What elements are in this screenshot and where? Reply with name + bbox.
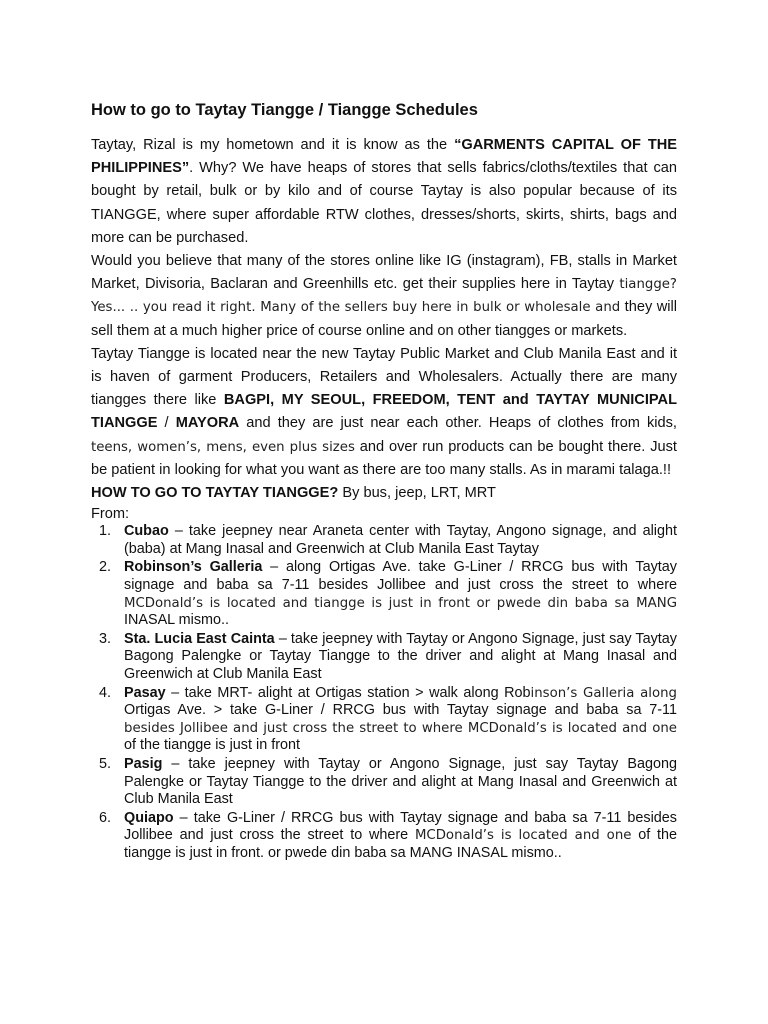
route-directions: INASAL mismo.. [124, 612, 230, 629]
list-number: 5. [99, 755, 112, 772]
intro-text: they will sell them at a much higher price of course online and on other tiangges or markets. [91, 299, 677, 339]
intro-paragraph-1 [91, 134, 677, 250]
route-directions-alt-font: inson’s Galleria along [530, 685, 677, 701]
route-directions-alt-font: MCDonald’s is located and tiangge is just in front or pwede din baba sa MANG [124, 595, 677, 611]
intro-text-alt-font: teens, women’s, mens, even plus sizes [91, 439, 355, 455]
howto-heading: HOW TO GO TO TAYTAY TIANGGE? [91, 485, 339, 502]
intro-text: and they are just near each other. Heaps of clothes from kids, [239, 415, 677, 432]
list-number: 4. [99, 684, 112, 701]
list-number: 6. [99, 809, 112, 826]
intro-paragraph-2 [91, 250, 677, 343]
document-page [91, 98, 677, 864]
garments-capital-phrase: “GARMENTS CAPITAL OF THE PHILIPPINES” [91, 137, 678, 177]
route-directions: – along Ortigas Ave. take G-Liner / RRCG bus with Taytay signage and baba sa 7-11 besides Jollibee and just cross the street to where [124, 559, 677, 594]
page-title: How to go to Taytay Tiangge / Tiangge Schedules [91, 101, 478, 119]
route-directions: – take jeepney with Taytay or Angono Signage, just say Taytay Bagong Palengke or Taytay Tiangge to the driver and alight at Mang Inasal and Greenwich at Club Manila East [124, 630, 678, 682]
list-item [91, 810, 677, 863]
intro-text: Taytay Tiangge is located near the new Taytay Public Market and Club Manila East and it is haven of garment Producers, Retailers and Wholesalers. Actually there are many tiangges there like [91, 345, 677, 409]
route-origin: Robinson’s Galleria [124, 559, 263, 576]
route-origin: Cubao [124, 523, 169, 540]
from-label: From: [91, 506, 130, 523]
route-directions-alt-font: MCDonald’s is located and one [414, 828, 632, 844]
route-origin: Pasay [124, 684, 166, 701]
route-directions: of the tiangge is just in front [124, 737, 300, 754]
mayora-name: MAYORA [175, 415, 240, 432]
route-directions: – take jeepney near Araneta center with Taytay, Angono signage, and alight (baba) at Mang Inasal and Greenwich at Club Manila East Taytay [124, 523, 677, 557]
intro-text: Taytay, Rizal is my hometown and it is know as the [91, 137, 455, 153]
route-origin: Quiapo [124, 809, 174, 826]
route-directions: of the tiangge is just in front. or pwede din baba sa MANG INASAL mismo.. [124, 827, 677, 861]
list-number: 2. [99, 559, 112, 576]
intro-text: . Why? We have heaps of stores that sells fabrics/cloths/textiles that can bought by retail, bulk or by kilo and of course Taytay is also popular because of its TIANGGE, where super affordable RTW clothes, dresses/shorts, skirts, shirts, bags and more can be purchased. [91, 160, 677, 246]
list-item [91, 559, 677, 629]
list-number: 3. [99, 630, 112, 647]
list-item [91, 631, 677, 684]
list-number: 1. [99, 523, 112, 540]
list-item [91, 756, 677, 809]
intro-paragraph-3 [91, 343, 677, 482]
intro-text-alt-font: tiangge? Yes... .. you read it right. Many of the sellers buy here in bulk or wholesale and [91, 277, 677, 316]
route-origin: Sta. Lucia East Cainta [124, 630, 275, 647]
intro-text: Would you believe that many of the stores online like IG (instagram), FB, stalls in Market Market, Divisoria, Baclaran and Greenhills etc. get their supplies here in Taytay [91, 253, 677, 293]
list-item [91, 685, 677, 755]
routes-list [91, 523, 677, 862]
route-origin: Pasig [124, 755, 163, 772]
route-directions: – take jeepney with Taytay or Angono Signage, just say Taytay Bagong Palengke or Taytay Tiangge to the driver and alight at Mang Inasal and Greenwich at Club Manila East [124, 755, 677, 808]
howto-modes: By bus, jeep, LRT, MRT [338, 485, 496, 502]
route-directions: – take MRT- alight at Ortigas station > walk along Rob [165, 684, 531, 701]
intro-text: / [157, 415, 176, 432]
route-directions: – take G-Liner / RRCG bus with Taytay signage and baba sa 7-11 besides Jollibee and just cross the street to where [124, 809, 677, 844]
list-item [91, 523, 677, 558]
route-directions-alt-font: besides Jollibee and just cross the street to where MCDonald’s is located and one [124, 720, 677, 736]
intro-text: and over run products can be bought there. Just be patient in looking for what you want as there are too many stalls. As in marami talaga.!! [91, 438, 677, 478]
route-directions: Ortigas Ave. > take G-Liner / RRCG bus with Taytay signage and baba sa 7-11 [124, 702, 677, 719]
howto-line [91, 482, 677, 505]
tiangge-names: BAGPI, MY SEOUL, FREEDOM, TENT and TAYTAY MUNICIPAL TIANGGE [91, 392, 677, 432]
